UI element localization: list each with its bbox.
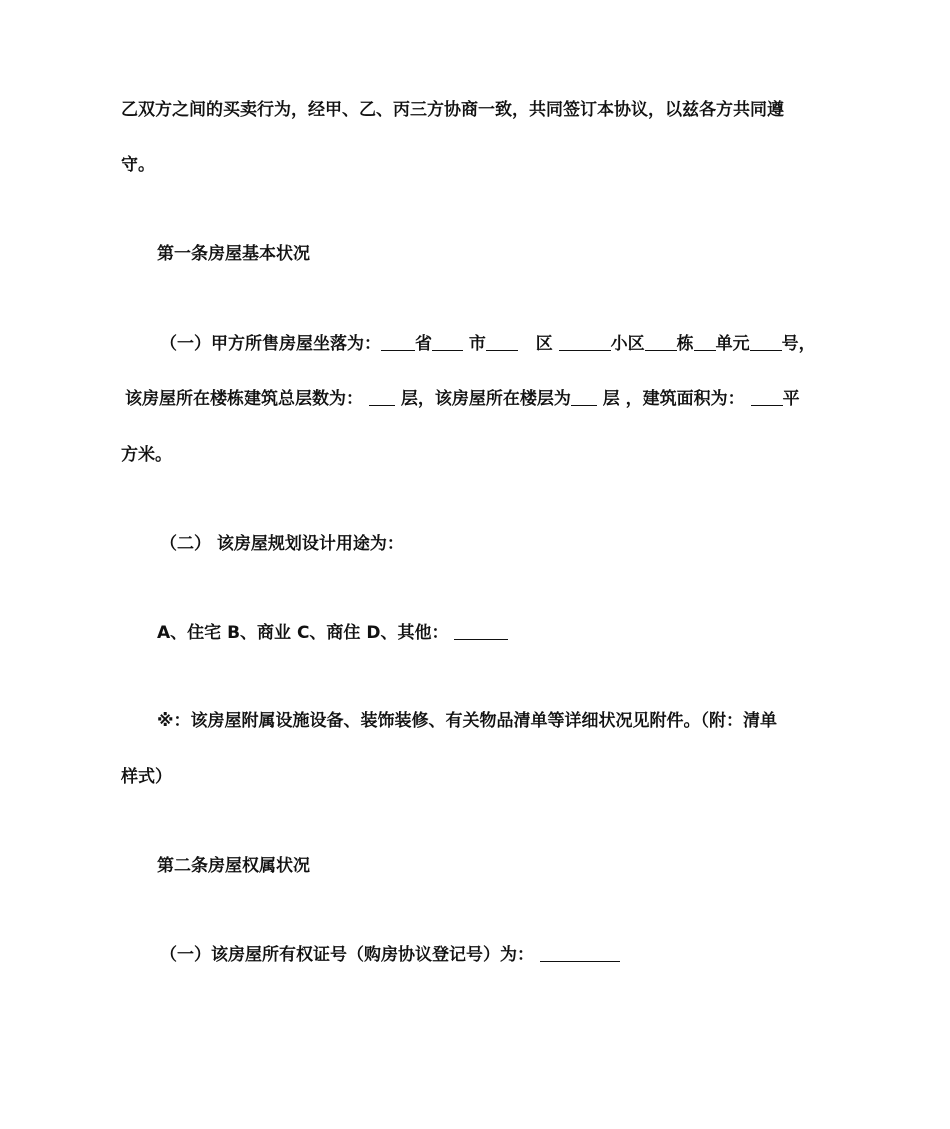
unit-blank[interactable] <box>694 334 716 351</box>
district-blank[interactable] <box>486 334 518 351</box>
article-2-item-1 <box>160 944 620 966</box>
building-blank[interactable] <box>645 334 677 351</box>
unit-label: 单元 <box>715 334 750 354</box>
article-1-title: 第一条房屋基本状况 <box>157 244 310 264</box>
province-label: 省 <box>415 334 432 354</box>
item-1-line-3: 方米。 <box>121 445 172 465</box>
item-2-options <box>157 622 508 644</box>
intro-line-2: 守。 <box>121 155 155 175</box>
province-blank[interactable] <box>381 334 415 351</box>
city-label: 市 <box>468 334 486 354</box>
note-line-1: ※：该房屋附属设施设备、装饰装修、有关物品清单等详细状况见附件。（附：清单 <box>157 711 778 731</box>
area-unit-label: 平 <box>782 389 800 409</box>
area-label: 层 ，建筑面积为： <box>602 389 745 409</box>
number-label: 号， <box>781 334 816 354</box>
community-blank[interactable] <box>559 334 611 351</box>
total-floors-blank[interactable] <box>369 389 395 406</box>
community-label: 小区 <box>610 334 645 354</box>
note-line-2: 样式） <box>121 767 172 787</box>
article-2-title: 第二条房屋权属状况 <box>157 856 310 876</box>
district-label: 区 <box>535 334 553 354</box>
floor-label: 层，该房屋所在楼层为 <box>400 389 571 409</box>
usage-options: A、住宅 B、商业 C、商住 D、其他： <box>157 623 449 643</box>
area-blank[interactable] <box>751 389 783 406</box>
city-blank[interactable] <box>432 334 463 351</box>
item-1-line-1 <box>160 333 816 355</box>
item-1-location-label: （一）甲方所售房屋坐落为： <box>160 334 381 354</box>
item-1-line-2 <box>125 388 800 410</box>
intro-line-1: 乙双方之间的买卖行为，经甲、乙、丙三方协商一致，共同签订本协议，以兹各方共同遵 <box>121 100 784 120</box>
other-usage-blank[interactable] <box>454 623 508 640</box>
total-floors-label: 该房屋所在楼栋建筑总层数为： <box>125 389 363 409</box>
number-blank[interactable] <box>750 334 782 351</box>
ownership-cert-label: （一）该房屋所有权证号（购房协议登记号）为： <box>160 945 534 965</box>
floor-blank[interactable] <box>571 389 597 406</box>
ownership-cert-blank[interactable] <box>540 945 620 962</box>
item-2-title: （二） 该房屋规划设计用途为： <box>160 534 404 554</box>
building-label: 栋 <box>676 334 694 354</box>
